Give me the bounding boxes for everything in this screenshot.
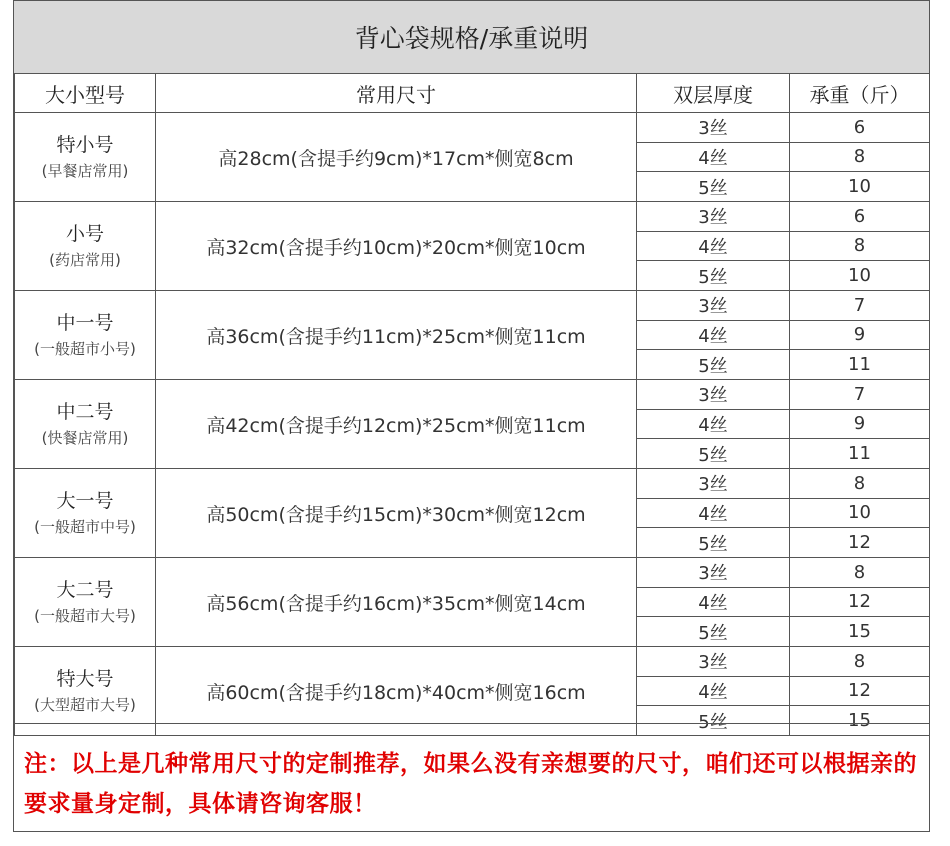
load-cell: 10: [790, 261, 930, 291]
load-cell: 9: [790, 409, 930, 439]
model-usage: (大型超市大号): [34, 696, 136, 714]
model-name: 大二号: [56, 579, 114, 601]
thickness-cell: 3丝: [637, 469, 790, 499]
header-size: 常用尺寸: [156, 74, 637, 113]
thickness-cell: 4丝: [637, 587, 790, 617]
load-cell: 8: [790, 647, 930, 677]
thickness-cell: 3丝: [637, 113, 790, 143]
thickness-cell: 5丝: [637, 172, 790, 202]
model-usage: (快餐店常用): [41, 429, 129, 447]
header-model: 大小型号: [15, 74, 156, 113]
load-cell: 15: [790, 706, 930, 736]
model-usage: (早餐店常用): [41, 162, 129, 180]
thickness-cell: 3丝: [637, 202, 790, 232]
table-body: [15, 113, 930, 736]
model-name: 特小号: [56, 134, 114, 156]
load-cell: 15: [790, 617, 930, 647]
thickness-cell: 4丝: [637, 409, 790, 439]
model-usage: (一般超市大号): [34, 607, 136, 625]
table-row: [15, 558, 930, 588]
thickness-cell: 4丝: [637, 676, 790, 706]
dimension-cell: 高36cm(含提手约11cm)*25cm*侧宽11cm: [156, 291, 637, 380]
thickness-cell: 5丝: [637, 617, 790, 647]
model-name: 中二号: [56, 401, 114, 423]
thickness-cell: 4丝: [637, 142, 790, 172]
load-cell: 11: [790, 350, 930, 380]
thickness-cell: 5丝: [637, 528, 790, 558]
load-cell: 10: [790, 498, 930, 528]
load-cell: 7: [790, 291, 930, 321]
dimension-cell: 高56cm(含提手约16cm)*35cm*侧宽14cm: [156, 558, 637, 647]
model-usage: (一般超市小号): [34, 340, 136, 358]
thickness-cell: 5丝: [637, 261, 790, 291]
model-cell: [15, 202, 156, 291]
model-name: 中一号: [56, 312, 114, 334]
load-cell: 11: [790, 439, 930, 469]
thickness-cell: 3丝: [637, 647, 790, 677]
thickness-cell: 4丝: [637, 231, 790, 261]
model-name: 特大号: [56, 668, 114, 690]
model-cell: [15, 469, 156, 558]
model-name: 小号: [65, 223, 104, 245]
table-row: [15, 380, 930, 410]
table-header-row: [15, 74, 930, 113]
load-cell: 8: [790, 231, 930, 261]
model-name: 大一号: [56, 490, 114, 512]
model-usage: (药店常用): [49, 251, 121, 269]
thickness-cell: 3丝: [637, 291, 790, 321]
thickness-cell: 5丝: [637, 706, 790, 736]
load-cell: 12: [790, 676, 930, 706]
dimension-cell: 高28cm(含提手约9cm)*17cm*侧宽8cm: [156, 113, 637, 202]
load-cell: 12: [790, 528, 930, 558]
spec-table: [14, 73, 930, 736]
note-text: 注：以上是几种常用尺寸的定制推荐，如果么没有亲想要的尺寸，咱们还可以根据亲的要求量身定制，具体请咨询客服！: [24, 751, 917, 817]
table-row: [15, 469, 930, 499]
title-text: 背心袋规格/承重说明: [354, 24, 589, 53]
table-row: [15, 647, 930, 677]
model-usage: (一般超市中号): [34, 518, 136, 536]
load-cell: 12: [790, 587, 930, 617]
thickness-cell: 5丝: [637, 350, 790, 380]
thickness-cell: 4丝: [637, 498, 790, 528]
thickness-cell: 5丝: [637, 439, 790, 469]
page-title: [14, 1, 929, 74]
load-cell: 6: [790, 113, 930, 143]
table-row: [15, 291, 930, 321]
thickness-cell: 3丝: [637, 558, 790, 588]
load-cell: 7: [790, 380, 930, 410]
header-load: 承重（斤）: [790, 74, 930, 113]
dimension-cell: 高60cm(含提手约18cm)*40cm*侧宽16cm: [156, 647, 637, 736]
load-cell: 10: [790, 172, 930, 202]
header-thickness: 双层厚度: [637, 74, 790, 113]
thickness-cell: 4丝: [637, 320, 790, 350]
load-cell: 8: [790, 558, 930, 588]
spec-sheet: [13, 0, 930, 832]
load-cell: 6: [790, 202, 930, 232]
load-cell: 9: [790, 320, 930, 350]
dimension-cell: 高32cm(含提手约10cm)*20cm*侧宽10cm: [156, 202, 637, 291]
model-cell: [15, 380, 156, 469]
load-cell: 8: [790, 469, 930, 499]
note-box: [14, 723, 929, 831]
load-cell: 8: [790, 142, 930, 172]
model-cell: [15, 558, 156, 647]
thickness-cell: 3丝: [637, 380, 790, 410]
table-row: [15, 202, 930, 232]
dimension-cell: 高50cm(含提手约15cm)*30cm*侧宽12cm: [156, 469, 637, 558]
dimension-cell: 高42cm(含提手约12cm)*25cm*侧宽11cm: [156, 380, 637, 469]
model-cell: [15, 113, 156, 202]
model-cell: [15, 291, 156, 380]
table-row: [15, 113, 930, 143]
